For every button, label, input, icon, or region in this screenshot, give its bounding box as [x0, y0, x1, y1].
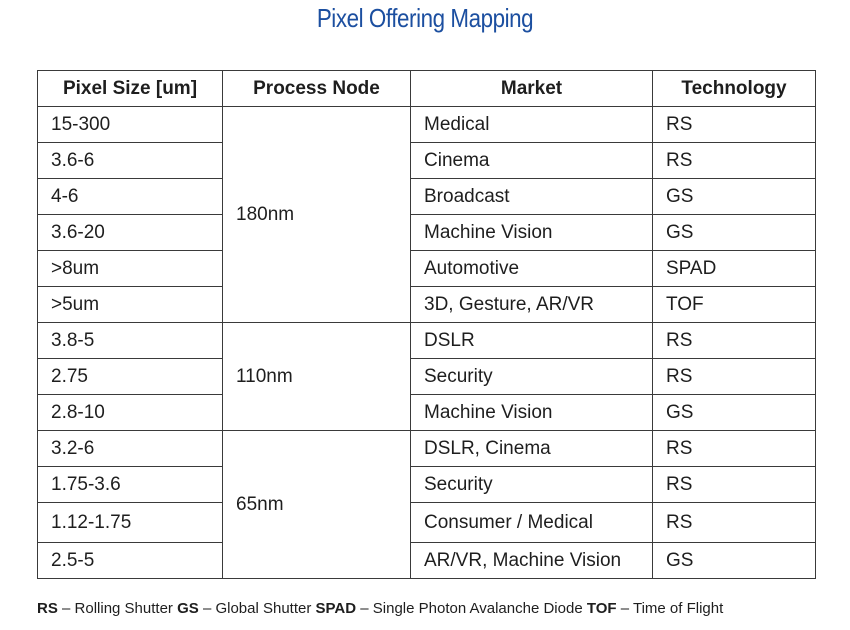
table-row: [38, 107, 816, 143]
technology-cell: RS: [653, 467, 816, 503]
header-process-node: Process Node: [223, 71, 411, 107]
pixel-size-cell: 3.6-20: [38, 215, 223, 251]
technology-cell: SPAD: [653, 251, 816, 287]
technology-cell: GS: [653, 395, 816, 431]
table-row: [38, 395, 816, 431]
market-cell: Security: [411, 467, 653, 503]
market-cell: Machine Vision: [411, 215, 653, 251]
market-cell: AR/VR, Machine Vision: [411, 543, 653, 579]
legend-text: – Single Photon Avalanche Diode: [360, 600, 583, 617]
legend-abbr: RS: [37, 600, 58, 617]
pixel-size-cell: 1.75-3.6: [38, 467, 223, 503]
technology-cell: RS: [653, 359, 816, 395]
table-row: [38, 503, 816, 543]
market-cell: 3D, Gesture, AR/VR: [411, 287, 653, 323]
table-row: [38, 467, 816, 503]
table-row: [38, 431, 816, 467]
header-pixel-size: Pixel Size [um]: [38, 71, 223, 107]
market-cell: Machine Vision: [411, 395, 653, 431]
abbreviation-legend: [37, 600, 827, 617]
header-technology: Technology: [653, 71, 816, 107]
market-cell: DSLR: [411, 323, 653, 359]
process-node-cell: 65nm: [223, 431, 411, 579]
pixel-size-cell: 15-300: [38, 107, 223, 143]
table-row: [38, 251, 816, 287]
legend-abbr: TOF: [586, 600, 617, 617]
pixel-size-cell: 1.12-1.75: [38, 503, 223, 543]
pixel-mapping-table: [37, 70, 816, 579]
technology-cell: RS: [653, 503, 816, 543]
technology-cell: RS: [653, 323, 816, 359]
pixel-size-cell: >5um: [38, 287, 223, 323]
market-cell: Security: [411, 359, 653, 395]
table-row: [38, 359, 816, 395]
pixel-size-cell: 3.6-6: [38, 143, 223, 179]
legend-abbr: GS: [177, 600, 199, 617]
pixel-size-cell: 2.8-10: [38, 395, 223, 431]
pixel-size-cell: 3.8-5: [38, 323, 223, 359]
technology-cell: GS: [653, 215, 816, 251]
market-cell: Medical: [411, 107, 653, 143]
technology-cell: RS: [653, 431, 816, 467]
technology-cell: GS: [653, 179, 816, 215]
process-node-cell: 110nm: [223, 323, 411, 431]
market-cell: Automotive: [411, 251, 653, 287]
table-row: [38, 179, 816, 215]
pixel-size-cell: >8um: [38, 251, 223, 287]
market-cell: Cinema: [411, 143, 653, 179]
legend-text: – Rolling Shutter: [62, 600, 173, 617]
technology-cell: RS: [653, 107, 816, 143]
market-cell: Broadcast: [411, 179, 653, 215]
table-row: [38, 143, 816, 179]
header-row: [38, 71, 816, 107]
header-market: Market: [411, 71, 653, 107]
technology-cell: RS: [653, 143, 816, 179]
process-node-cell: 180nm: [223, 107, 411, 323]
market-cell: Consumer / Medical: [411, 503, 653, 543]
table-row: [38, 215, 816, 251]
table-row: [38, 323, 816, 359]
pixel-size-cell: 2.75: [38, 359, 223, 395]
technology-cell: GS: [653, 543, 816, 579]
technology-cell: TOF: [653, 287, 816, 323]
market-cell: DSLR, Cinema: [411, 431, 653, 467]
pixel-size-cell: 4-6: [38, 179, 223, 215]
table-row: [38, 287, 816, 323]
table-row: [38, 543, 816, 579]
pixel-size-cell: 2.5-5: [38, 543, 223, 579]
page-title: Pixel Offering Mapping: [316, 3, 534, 33]
legend-text: – Global Shutter: [202, 600, 312, 617]
legend-abbr: SPAD: [315, 600, 357, 617]
legend-text: – Time of Flight: [620, 600, 724, 617]
pixel-size-cell: 3.2-6: [38, 431, 223, 467]
